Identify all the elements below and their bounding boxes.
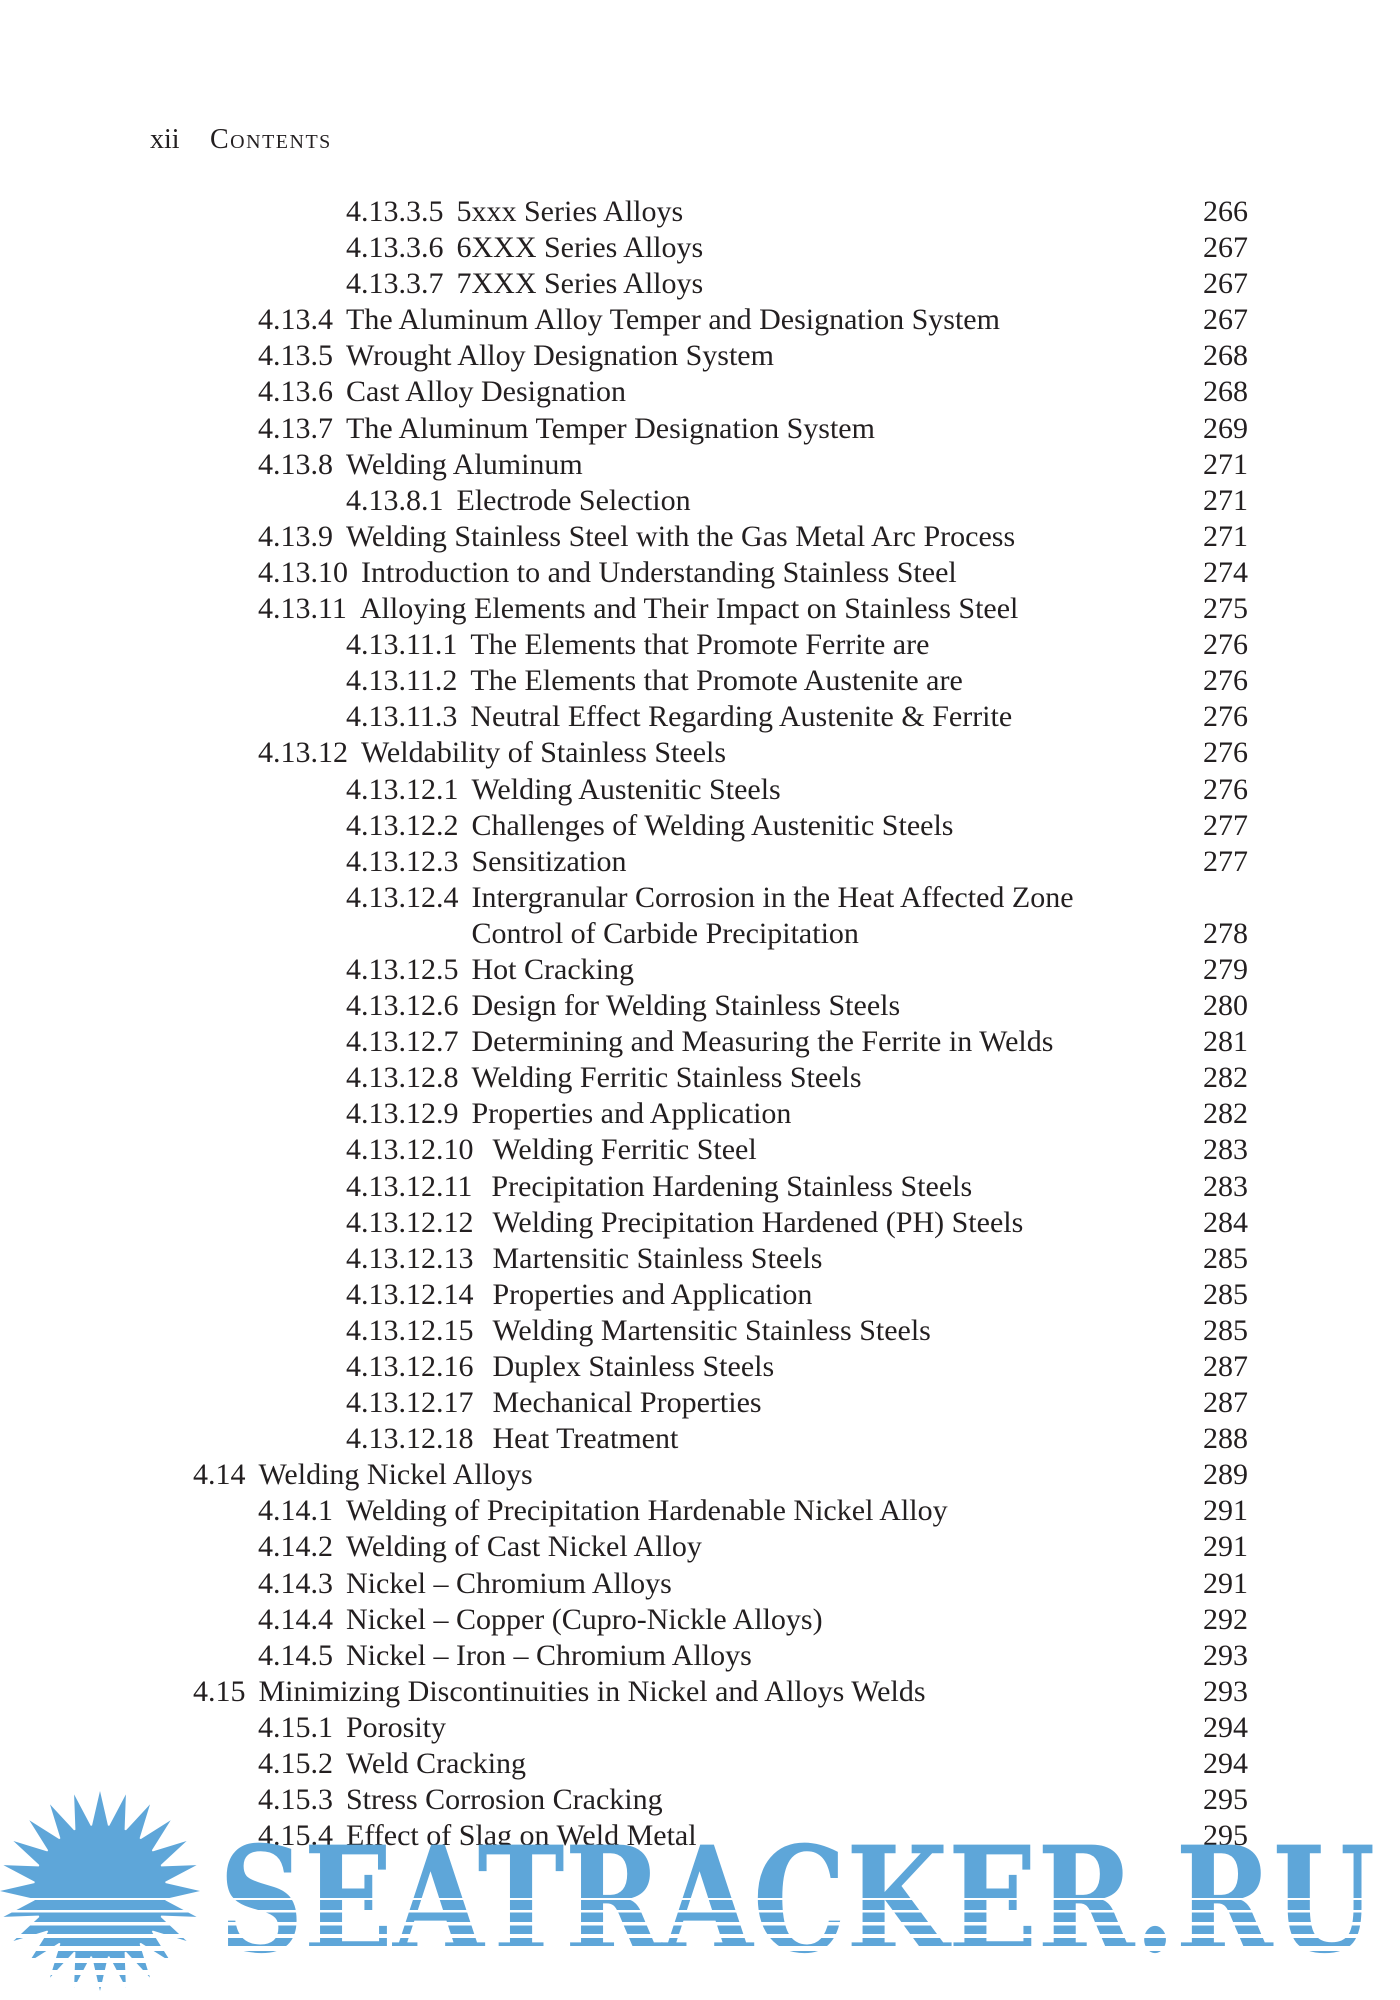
toc-entry-4-13-12-8 (0, 1060, 1248, 1096)
toc-entry-page-number: 278 (1203, 916, 1248, 950)
toc-entry-title-block (472, 844, 627, 880)
toc-entry-title-block (472, 772, 781, 808)
toc-entry-page-number: 283 (1203, 1169, 1248, 1203)
toc-entry-4-13-12-1 (0, 772, 1248, 808)
toc-entry-title: Nickel – Iron – Chromium Alloys (346, 1638, 752, 1672)
toc-entry-title: Determining and Measuring the Ferrite in Welds (471, 1025, 1054, 1059)
toc-entry-4-13-12-9 (0, 1096, 1248, 1132)
toc-entry-title: Properties and Application (471, 1097, 792, 1131)
toc-entry-title-block (472, 1096, 792, 1132)
toc-entry-page-number: 292 (1203, 1602, 1248, 1636)
toc-entry-4-13-3-7 (0, 266, 1248, 302)
toc-entry-title-continued: Control of Carbide Precipitation (471, 916, 859, 950)
toc-entry-title-block (346, 302, 1000, 338)
toc-entry-number: 4.13.5 (258, 339, 333, 373)
toc-entry-title-block (346, 1602, 823, 1638)
toc-entry-number: 4.13.12 (258, 736, 348, 770)
toc-entry-title: Effect of Slag on Weld Metal (346, 1819, 697, 1853)
toc-entry-title: Welding Stainless Steel with the Gas Metal Arc Process (346, 519, 1016, 553)
page-number: xii (150, 124, 180, 155)
toc-entry-page-number: 276 (1203, 628, 1248, 662)
toc-entry-page-number: 271 (1203, 447, 1248, 481)
toc-entry-title-block (493, 1132, 757, 1168)
toc-entry-title-block (491, 1169, 972, 1205)
toc-entry-number: 4.13.4 (258, 303, 333, 337)
toc-entry-title-block (493, 1421, 679, 1457)
toc-entry-4-13-6 (0, 374, 1248, 410)
toc-entry-title: Neutral Effect Regarding Austenite & Ferrite (470, 700, 1013, 734)
running-head-title: Contents (210, 124, 332, 155)
toc-entry-number: 4.13.11.1 (346, 628, 458, 662)
toc-entry-title: The Aluminum Temper Designation System (346, 411, 875, 445)
toc-entry-number: 4.13.9 (258, 519, 333, 553)
toc-entry-4-15 (0, 1674, 1248, 1710)
toc-entry-page-number: 287 (1203, 1386, 1248, 1420)
toc-entry-title-block (361, 555, 957, 591)
watermark-text: SEATRACKER.RU (219, 1815, 1375, 1986)
toc-entry-number: 4.13.12.7 (346, 1025, 459, 1059)
toc-entry-number: 4.13.3.6 (346, 231, 444, 265)
toc-entry-page-number: 283 (1203, 1133, 1248, 1167)
toc-entry-4-15-1 (0, 1710, 1248, 1746)
toc-entry-title-block (346, 1746, 526, 1782)
toc-entry-title-block (346, 1493, 948, 1529)
toc-entry-title: Weld Cracking (346, 1747, 527, 1781)
toc-entry-number: 4.13.12.14 (346, 1277, 474, 1311)
toc-entry-number: 4.14.4 (258, 1602, 333, 1636)
toc-entry-4-13-11 (0, 591, 1248, 627)
toc-entry-title-block (472, 1060, 862, 1096)
toc-entry-page-number: 274 (1203, 555, 1248, 589)
toc-entry-title-block (472, 952, 634, 988)
toc-entry-page-number: 289 (1203, 1458, 1248, 1492)
toc-entry-number: 4.13.12.11 (346, 1169, 473, 1203)
toc-entry-title-block (470, 699, 1012, 735)
toc-entry-title: Welding Austenitic Steels (471, 772, 781, 806)
toc-entry-number: 4.15 (193, 1674, 246, 1708)
toc-entry-page-number: 295 (1203, 1783, 1248, 1817)
toc-entry-4-13-12-6 (0, 988, 1248, 1024)
toc-entry-page-number: 267 (1203, 303, 1248, 337)
toc-entry-title: Welding Precipitation Hardened (PH) Steels (492, 1205, 1024, 1239)
toc-entry-title: The Aluminum Alloy Temper and Designation System (346, 303, 1000, 337)
toc-entry-title: Welding Martensitic Stainless Steels (492, 1313, 931, 1347)
toc-entry-4-13-10 (0, 555, 1248, 591)
toc-entry-number: 4.14.2 (258, 1530, 333, 1564)
toc-entry-4-13-12-18 (0, 1421, 1248, 1457)
toc-entry-4-13-12 (0, 735, 1248, 771)
toc-entry-page-number: 277 (1203, 808, 1248, 842)
toc-entry-4-13-12-13 (0, 1241, 1248, 1277)
toc-entry-title: Heat Treatment (492, 1422, 679, 1456)
toc-entry-number: 4.13.6 (258, 375, 333, 409)
toc-entry-number: 4.13.12.1 (346, 772, 459, 806)
toc-entry-title: Sensitization (471, 844, 627, 878)
toc-entry-title-block (470, 663, 962, 699)
toc-entry-number: 4.13.12.15 (346, 1313, 474, 1347)
toc-entry-title-block (259, 1674, 926, 1710)
toc-entry-title: 5xxx Series Alloys (456, 195, 684, 228)
toc-entry-title: Electrode Selection (456, 483, 691, 517)
toc-entry-page-number: 295 (1203, 1819, 1248, 1853)
toc-entry-page-number: 281 (1203, 1025, 1248, 1059)
toc-entry-title-block (360, 591, 1019, 627)
toc-entry-page-number: 269 (1203, 411, 1248, 445)
toc-entry-title: Welding Nickel Alloys (258, 1458, 533, 1492)
toc-entry-title-block (346, 1638, 752, 1674)
toc-entry-title: Alloying Elements and Their Impact on Stainless Steel (359, 592, 1019, 626)
toc-entry-page-number: 275 (1203, 592, 1248, 626)
toc-entry-number: 4.13.12.5 (346, 952, 459, 986)
toc-entry-number: 4.14.5 (258, 1638, 333, 1672)
toc-entry-page-number: 291 (1203, 1494, 1248, 1528)
toc-entry-number: 4.13.12.3 (346, 844, 459, 878)
toc-entry-4-13-12-16 (0, 1349, 1248, 1385)
toc-entry-title: Minimizing Discontinuities in Nickel and Alloys Welds (258, 1674, 926, 1708)
toc-entry-page-number: 276 (1203, 772, 1248, 806)
toc-entry-title-block (457, 230, 704, 266)
toc-entry-4-13-12-2 (0, 808, 1248, 844)
toc-entry-page-number: 268 (1203, 375, 1248, 409)
toc-entry-title-block (493, 1241, 823, 1277)
toc-entry-4-14 (0, 1457, 1248, 1493)
toc-entry-4-14-1 (0, 1493, 1248, 1529)
toc-entry-number: 4.13.12.16 (346, 1350, 474, 1383)
toc-entry-4-13-5 (0, 338, 1248, 374)
toc-entry-number: 4.13.11.3 (346, 700, 458, 734)
toc-entry-title: Wrought Alloy Designation System (346, 339, 774, 373)
toc-entry-title: Design for Welding Stainless Steels (471, 989, 901, 1023)
toc-entry-title-block (346, 1529, 702, 1565)
toc-entry-number: 4.13.12.6 (346, 989, 459, 1023)
toc-entry-4-13-12-17 (0, 1385, 1248, 1421)
toc-entry-number: 4.13.11.2 (346, 664, 458, 698)
toc-entry-4-13-11-1 (0, 627, 1248, 663)
toc-entry-number: 4.15.2 (258, 1747, 333, 1781)
toc-entry-number: 4.14.3 (258, 1566, 333, 1600)
toc-entry-title: Welding Ferritic Steel (492, 1133, 757, 1167)
toc-entry-number: 4.15.4 (258, 1819, 333, 1853)
toc-entry-title: The Elements that Promote Ferrite are (470, 628, 930, 662)
toc-entry-4-13-8-1 (0, 483, 1248, 519)
toc-entry-title-block (472, 880, 1074, 952)
toc-entry-page-number: 277 (1203, 844, 1248, 878)
toc-entry-4-14-4 (0, 1602, 1248, 1638)
toc-entry-page-number: 276 (1203, 700, 1248, 734)
toc-entry-title: Precipitation Hardening Stainless Steels (491, 1169, 973, 1203)
toc-entry-page-number: 279 (1203, 952, 1248, 986)
toc-entry-4-14-5 (0, 1638, 1248, 1674)
toc-entry-title-block (493, 1313, 931, 1349)
toc-entry-page-number: 282 (1203, 1097, 1248, 1131)
toc-entry-number: 4.13.11 (258, 592, 347, 626)
toc-entry-page-number: 294 (1203, 1710, 1248, 1744)
toc-entry-title: Challenges of Welding Austenitic Steels (471, 808, 954, 842)
toc-entry-4-15-4 (0, 1818, 1248, 1854)
toc-entry-4-13-12-7 (0, 1024, 1248, 1060)
toc-entry-title-block (493, 1349, 775, 1385)
toc-entry-number: 4.13.7 (258, 411, 333, 445)
toc-entry-4-13-12-10 (0, 1132, 1248, 1168)
toc-entry-title-block (493, 1205, 1024, 1241)
toc-entry-number: 4.13.12.10 (346, 1133, 474, 1167)
toc-entry-page-number: 271 (1203, 483, 1248, 517)
toc-entry-page-number: 267 (1203, 231, 1248, 265)
toc-entry-page-number: 291 (1203, 1530, 1248, 1564)
toc-entry-4-13-12-14 (0, 1277, 1248, 1313)
toc-entry-4-13-4 (0, 302, 1248, 338)
toc-entry-title-block (470, 627, 929, 663)
toc-entry-number: 4.13.12.18 (346, 1422, 474, 1456)
toc-entry-4-15-2 (0, 1746, 1248, 1782)
table-of-contents (0, 194, 1248, 1854)
toc-entry-title: The Elements that Promote Austenite are (470, 664, 963, 698)
toc-entry-page-number: 288 (1203, 1422, 1248, 1456)
toc-entry-number: 4.13.12.9 (346, 1097, 459, 1131)
toc-entry-number: 4.14 (193, 1458, 246, 1492)
toc-entry-page-number: 271 (1203, 519, 1248, 553)
toc-entry-title-block (457, 483, 691, 519)
toc-entry-title: Nickel – Chromium Alloys (346, 1566, 672, 1600)
toc-entry-title-block (472, 1024, 1054, 1060)
toc-entry-title: Welding Ferritic Stainless Steels (471, 1061, 862, 1095)
toc-entry-4-13-11-2 (0, 663, 1248, 699)
toc-entry-title-block (259, 1457, 533, 1493)
toc-entry-page-number: 282 (1203, 1061, 1248, 1095)
toc-entry-title-block (346, 519, 1015, 555)
toc-entry-page-number: 268 (1203, 339, 1248, 373)
toc-entry-4-13-3-5 (0, 194, 1248, 230)
toc-entry-title-block (346, 1782, 663, 1818)
toc-entry-title-block (346, 1566, 672, 1602)
toc-entry-number: 4.13.8 (258, 447, 333, 481)
toc-entry-number: 4.13.12.8 (346, 1061, 459, 1095)
toc-entry-number: 4.13.12.4 (346, 880, 459, 914)
toc-entry-title: Nickel – Copper (Cupro-Nickle Alloys) (346, 1602, 823, 1636)
toc-entry-4-13-12-3 (0, 844, 1248, 880)
toc-entry-page-number: 294 (1203, 1747, 1248, 1781)
toc-entry-title: Martensitic Stainless Steels (492, 1241, 823, 1275)
toc-entry-page-number: 266 (1203, 195, 1248, 228)
toc-entry-4-13-12-12 (0, 1205, 1248, 1241)
toc-entry-page-number: 285 (1203, 1313, 1248, 1347)
toc-entry-4-13-12-4 (0, 880, 1248, 952)
toc-entry-4-15-3 (0, 1782, 1248, 1818)
toc-entry-title: 6XXX Series Alloys (456, 231, 704, 265)
toc-entry-page-number: 285 (1203, 1277, 1248, 1311)
toc-entry-4-13-8 (0, 447, 1248, 483)
toc-entry-4-13-9 (0, 519, 1248, 555)
toc-entry-title: Stress Corrosion Cracking (346, 1783, 663, 1817)
toc-entry-page-number: 293 (1203, 1674, 1248, 1708)
toc-entry-title: Intergranular Corrosion in the Heat Affected Zone (471, 880, 1074, 914)
toc-entry-title: Hot Cracking (471, 952, 634, 986)
toc-entry-page-number: 276 (1203, 736, 1248, 770)
toc-entry-title: Welding Aluminum (346, 447, 583, 481)
toc-entry-title-block (346, 338, 774, 374)
toc-entry-title: Mechanical Properties (492, 1386, 762, 1420)
toc-entry-4-13-12-5 (0, 952, 1248, 988)
toc-entry-number: 4.13.12.17 (346, 1386, 474, 1420)
toc-entry-title-block (346, 411, 875, 447)
toc-entry-4-14-3 (0, 1566, 1248, 1602)
toc-entry-number: 4.13.12.2 (346, 808, 459, 842)
toc-entry-title-block (472, 808, 954, 844)
toc-entry-title-block (346, 374, 626, 410)
toc-entry-title-block (493, 1385, 762, 1421)
toc-entry-title-block (457, 266, 704, 302)
toc-entry-4-14-2 (0, 1529, 1248, 1565)
toc-entry-page-number: 293 (1203, 1638, 1248, 1672)
toc-entry-4-13-12-11 (0, 1169, 1248, 1205)
toc-entry-title: Cast Alloy Designation (346, 375, 626, 409)
toc-entry-title: Introduction to and Understanding Stainless Steel (361, 555, 957, 589)
toc-entry-title-block (361, 735, 726, 771)
toc-entry-page-number: 284 (1203, 1205, 1248, 1239)
toc-entry-title-block (457, 194, 684, 230)
toc-entry-4-13-3-6 (0, 230, 1248, 266)
toc-entry-number: 4.15.3 (258, 1783, 333, 1817)
toc-entry-title: 7XXX Series Alloys (456, 267, 704, 301)
toc-entry-number: 4.13.3.7 (346, 267, 444, 301)
toc-entry-title-block (346, 447, 583, 483)
toc-entry-title-block (472, 988, 901, 1024)
toc-entry-page-number: 276 (1203, 664, 1248, 698)
toc-entry-title: Welding of Precipitation Hardenable Nickel Alloy (346, 1494, 948, 1528)
toc-entry-title: Weldability of Stainless Steels (361, 736, 727, 770)
toc-entry-title: Properties and Application (492, 1277, 813, 1311)
toc-entry-number: 4.15.1 (258, 1710, 333, 1744)
toc-entry-page-number: 267 (1203, 267, 1248, 301)
toc-entry-page-number: 280 (1203, 989, 1248, 1023)
toc-entry-4-13-11-3 (0, 699, 1248, 735)
toc-entry-title-block (346, 1818, 697, 1854)
toc-entry-title: Duplex Stainless Steels (492, 1350, 775, 1383)
toc-entry-page-number: 287 (1203, 1350, 1248, 1383)
toc-entry-page-number: 285 (1203, 1241, 1248, 1275)
toc-entry-number: 4.14.1 (258, 1494, 333, 1528)
toc-entry-number: 4.13.12.12 (346, 1205, 474, 1239)
toc-entry-title: Welding of Cast Nickel Alloy (346, 1530, 702, 1564)
toc-entry-4-13-7 (0, 411, 1248, 447)
toc-entry-page-number: 291 (1203, 1566, 1248, 1600)
toc-entry-4-13-12-15 (0, 1313, 1248, 1349)
toc-entry-number: 4.13.3.5 (346, 195, 444, 228)
toc-entry-number: 4.13.12.13 (346, 1241, 474, 1275)
toc-entry-number: 4.13.10 (258, 555, 348, 589)
toc-entry-number: 4.13.8.1 (346, 483, 444, 517)
toc-entry-title-block (346, 1710, 446, 1746)
toc-entry-title-block (493, 1277, 813, 1313)
toc-entry-title: Porosity (346, 1710, 447, 1744)
